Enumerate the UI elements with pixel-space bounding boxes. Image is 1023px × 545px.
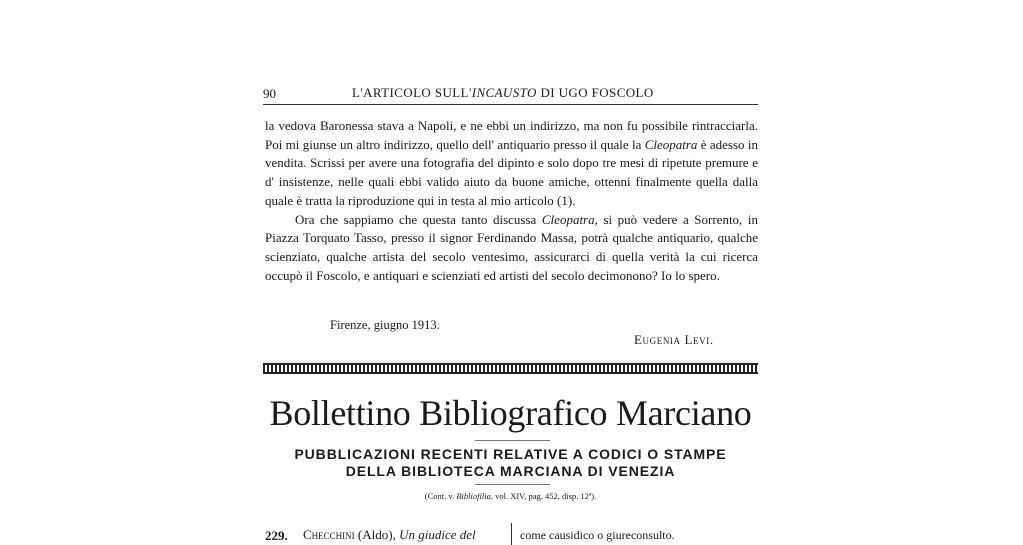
para2-italic: Cleopatra, [541,211,598,227]
bulletin-title: Bollettino Bibliografico Marciano [269,393,752,433]
running-title-suffix: DI UGO FOSCOLO [536,85,654,100]
entry-number: 229. [265,528,288,543]
note-text-a: (Cont. v. [424,491,457,501]
para1-text-a: la vedova Baronessa stava a Napoli, e ne ebbi un indirizzo, ma non fu possibile rintracciarla. Poi mi giunse un altro indirizzo, quello dell' antiquario presso il quale la [265,118,758,152]
page-number: 90 [263,86,276,101]
para1-italic: Cleopatra [644,136,698,152]
paragraph-2 [265,211,758,286]
entry-title: Un giudice del [399,527,476,542]
note-italic: Bibliofilia, [456,491,493,501]
author-signature: Eugenia Levi. [634,332,714,347]
entry-continuation: come causidico o giureconsulto. [520,528,675,542]
entry-author: Checchini [303,527,355,542]
heading-line-1: PUBBLICAZIONI RECENTI RELATIVE A CODICI O STAMPE [294,446,727,462]
title-rule-bottom [475,484,550,485]
running-title-prefix: L'ARTICOLO SULL' [352,85,472,100]
column-divider [511,523,512,545]
note-text-b: vol. XIV, pag. 452, disp. 12ª). [492,491,597,501]
para2-text-b: si può vedere a Sorrento, in Piazza Torquato Tasso, presso il signor Ferdinando Massa, potrà qualche antiquario, qualche scienziato, qualche artista del secolo ventesimo, assicurarci di quella verità la cui ricerca occupò il Foscolo, e antiquari e scienziati ed artisti del secolo decimonono? Io lo spero. [265,211,758,283]
entry-text [303,527,476,543]
title-rule-top [475,440,550,441]
paragraph-1 [265,117,758,211]
entry-author-rest: (Aldo), [354,527,400,542]
ornamental-divider [263,363,758,374]
article-body [265,117,758,285]
para2-text-a: Ora che sappiamo che questa tanto discussa [295,211,542,227]
heading-line-2: DELLA BIBLIOTECA MARCIANA DI VENEZIA [345,463,676,479]
para1-text-b: è adesso in vendita. Scrissi per avere una fotografia del dipinto e solo dopo tre mesi di ripetute premure e d' insistenze, nelle quali ebbi valido aiuto da buone amiche, ottenni finalmente quella dalla quale è tratta la riproduzione qui in testa al mio articolo (1). [265,136,758,208]
continuation-note [263,491,758,501]
date-line: Firenze, giugno 1913. [330,318,440,332]
header-rule [263,104,758,105]
section-heading [263,446,758,480]
running-title-italic: INCAUSTO [471,85,537,100]
running-title [352,85,654,101]
